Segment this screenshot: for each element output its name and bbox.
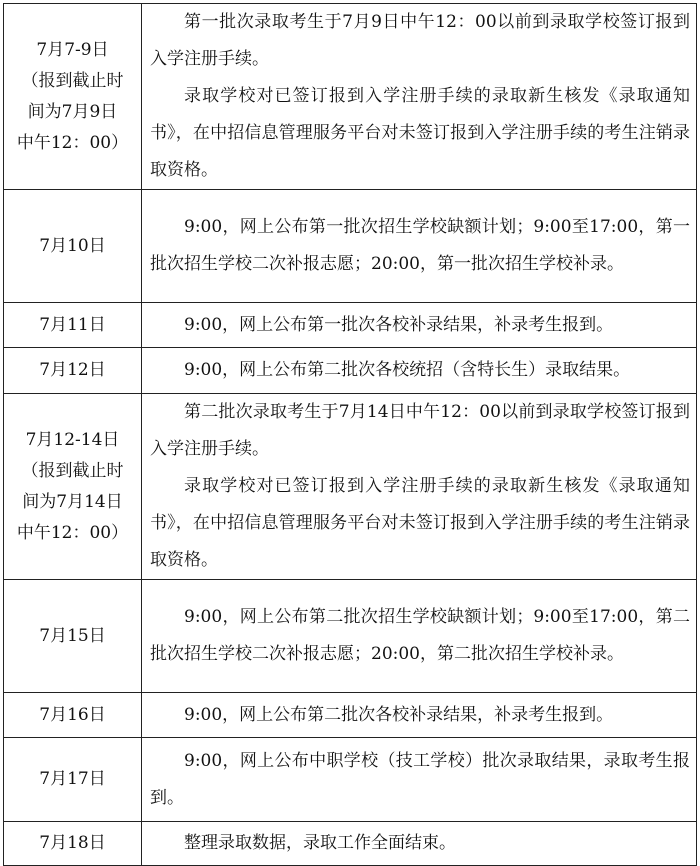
description-cell bbox=[142, 4, 697, 190]
date-line: （报到截止时 bbox=[21, 70, 124, 91]
description-paragraph: 9:00，网上公布第一批次招生学校缺额计划；9:00至17:00，第一批次招生学校二次补报志愿；20:00，第一批次招生学校补录。 bbox=[150, 217, 690, 274]
description-cell bbox=[142, 394, 697, 580]
description-paragraph: 9:00，网上公布第二批次招生学校缺额计划；9:00至17:00，第二批次招生学校二次补报志愿；20:00，第二批次招生学校补录。 bbox=[150, 607, 690, 664]
date-line: 7月15日 bbox=[39, 625, 106, 646]
date-line: 间为7月9日 bbox=[27, 101, 118, 122]
description-paragraph: 录取学校对已签订报到入学注册手续的录取新生核发《录取通知书》，在中招信息管理服务平台对未签订报到入学注册手续的考生注销录取资格。 bbox=[150, 476, 690, 570]
date-line: （报到截止时 bbox=[21, 460, 124, 481]
date-cell bbox=[4, 693, 142, 738]
date-cell bbox=[4, 4, 142, 190]
description-cell bbox=[142, 738, 697, 822]
description-paragraph: 第二批次录取考生于7月14日中午12：00以前到录取学校签订报到入学注册手续。 bbox=[150, 402, 690, 459]
date-line: 7月10日 bbox=[39, 235, 106, 256]
date-cell bbox=[4, 348, 142, 394]
description-cell bbox=[142, 580, 697, 693]
description-cell bbox=[142, 693, 697, 738]
date-line: 中午12：00） bbox=[16, 522, 129, 543]
description-cell bbox=[142, 190, 697, 303]
date-line: 7月17日 bbox=[39, 769, 106, 789]
date-line: 中午12：00） bbox=[16, 132, 129, 153]
table-row bbox=[4, 190, 697, 303]
date-line: 7月18日 bbox=[39, 833, 106, 853]
date-cell bbox=[4, 303, 142, 348]
table-row bbox=[4, 580, 697, 693]
description-paragraph: 9:00，网上公布第二批次各校补录结果，补录考生报到。 bbox=[184, 704, 614, 725]
date-cell bbox=[4, 190, 142, 303]
description-paragraph: 第一批次录取考生于7月9日中午12：00以前到录取学校签订报到入学注册手续。 bbox=[150, 12, 690, 69]
date-line: 7月12日 bbox=[39, 360, 106, 380]
date-line: 间为7月14日 bbox=[22, 491, 123, 512]
table-row bbox=[4, 394, 697, 580]
date-cell bbox=[4, 394, 142, 580]
date-line: 7月12-14日 bbox=[25, 429, 120, 450]
description-paragraph: 9:00，网上公布第一批次各校补录结果，补录考生报到。 bbox=[184, 314, 614, 335]
date-line: 7月11日 bbox=[39, 314, 106, 335]
table-row bbox=[4, 4, 697, 190]
description-cell bbox=[142, 303, 697, 348]
table-row bbox=[4, 303, 697, 348]
table-row bbox=[4, 693, 697, 738]
table-row bbox=[4, 738, 697, 822]
date-cell bbox=[4, 738, 142, 822]
description-paragraph: 整理录取数据，录取工作全面结束。 bbox=[184, 833, 456, 853]
date-cell bbox=[4, 580, 142, 693]
schedule-table bbox=[3, 3, 697, 866]
description-paragraph: 9:00，网上公布中职学校（技工学校）批次录取结果，录取考生报到。 bbox=[150, 750, 690, 808]
date-line: 7月16日 bbox=[39, 704, 106, 725]
description-paragraph: 9:00，网上公布第二批次各校统招（含特长生）录取结果。 bbox=[184, 360, 631, 380]
description-paragraph: 录取学校对已签订报到入学注册手续的录取新生核发《录取通知书》，在中招信息管理服务平台对未签订报到入学注册手续的考生注销录取资格。 bbox=[150, 86, 690, 180]
date-line: 7月7-9日 bbox=[36, 39, 109, 60]
description-cell bbox=[142, 348, 697, 394]
table-row bbox=[4, 348, 697, 394]
